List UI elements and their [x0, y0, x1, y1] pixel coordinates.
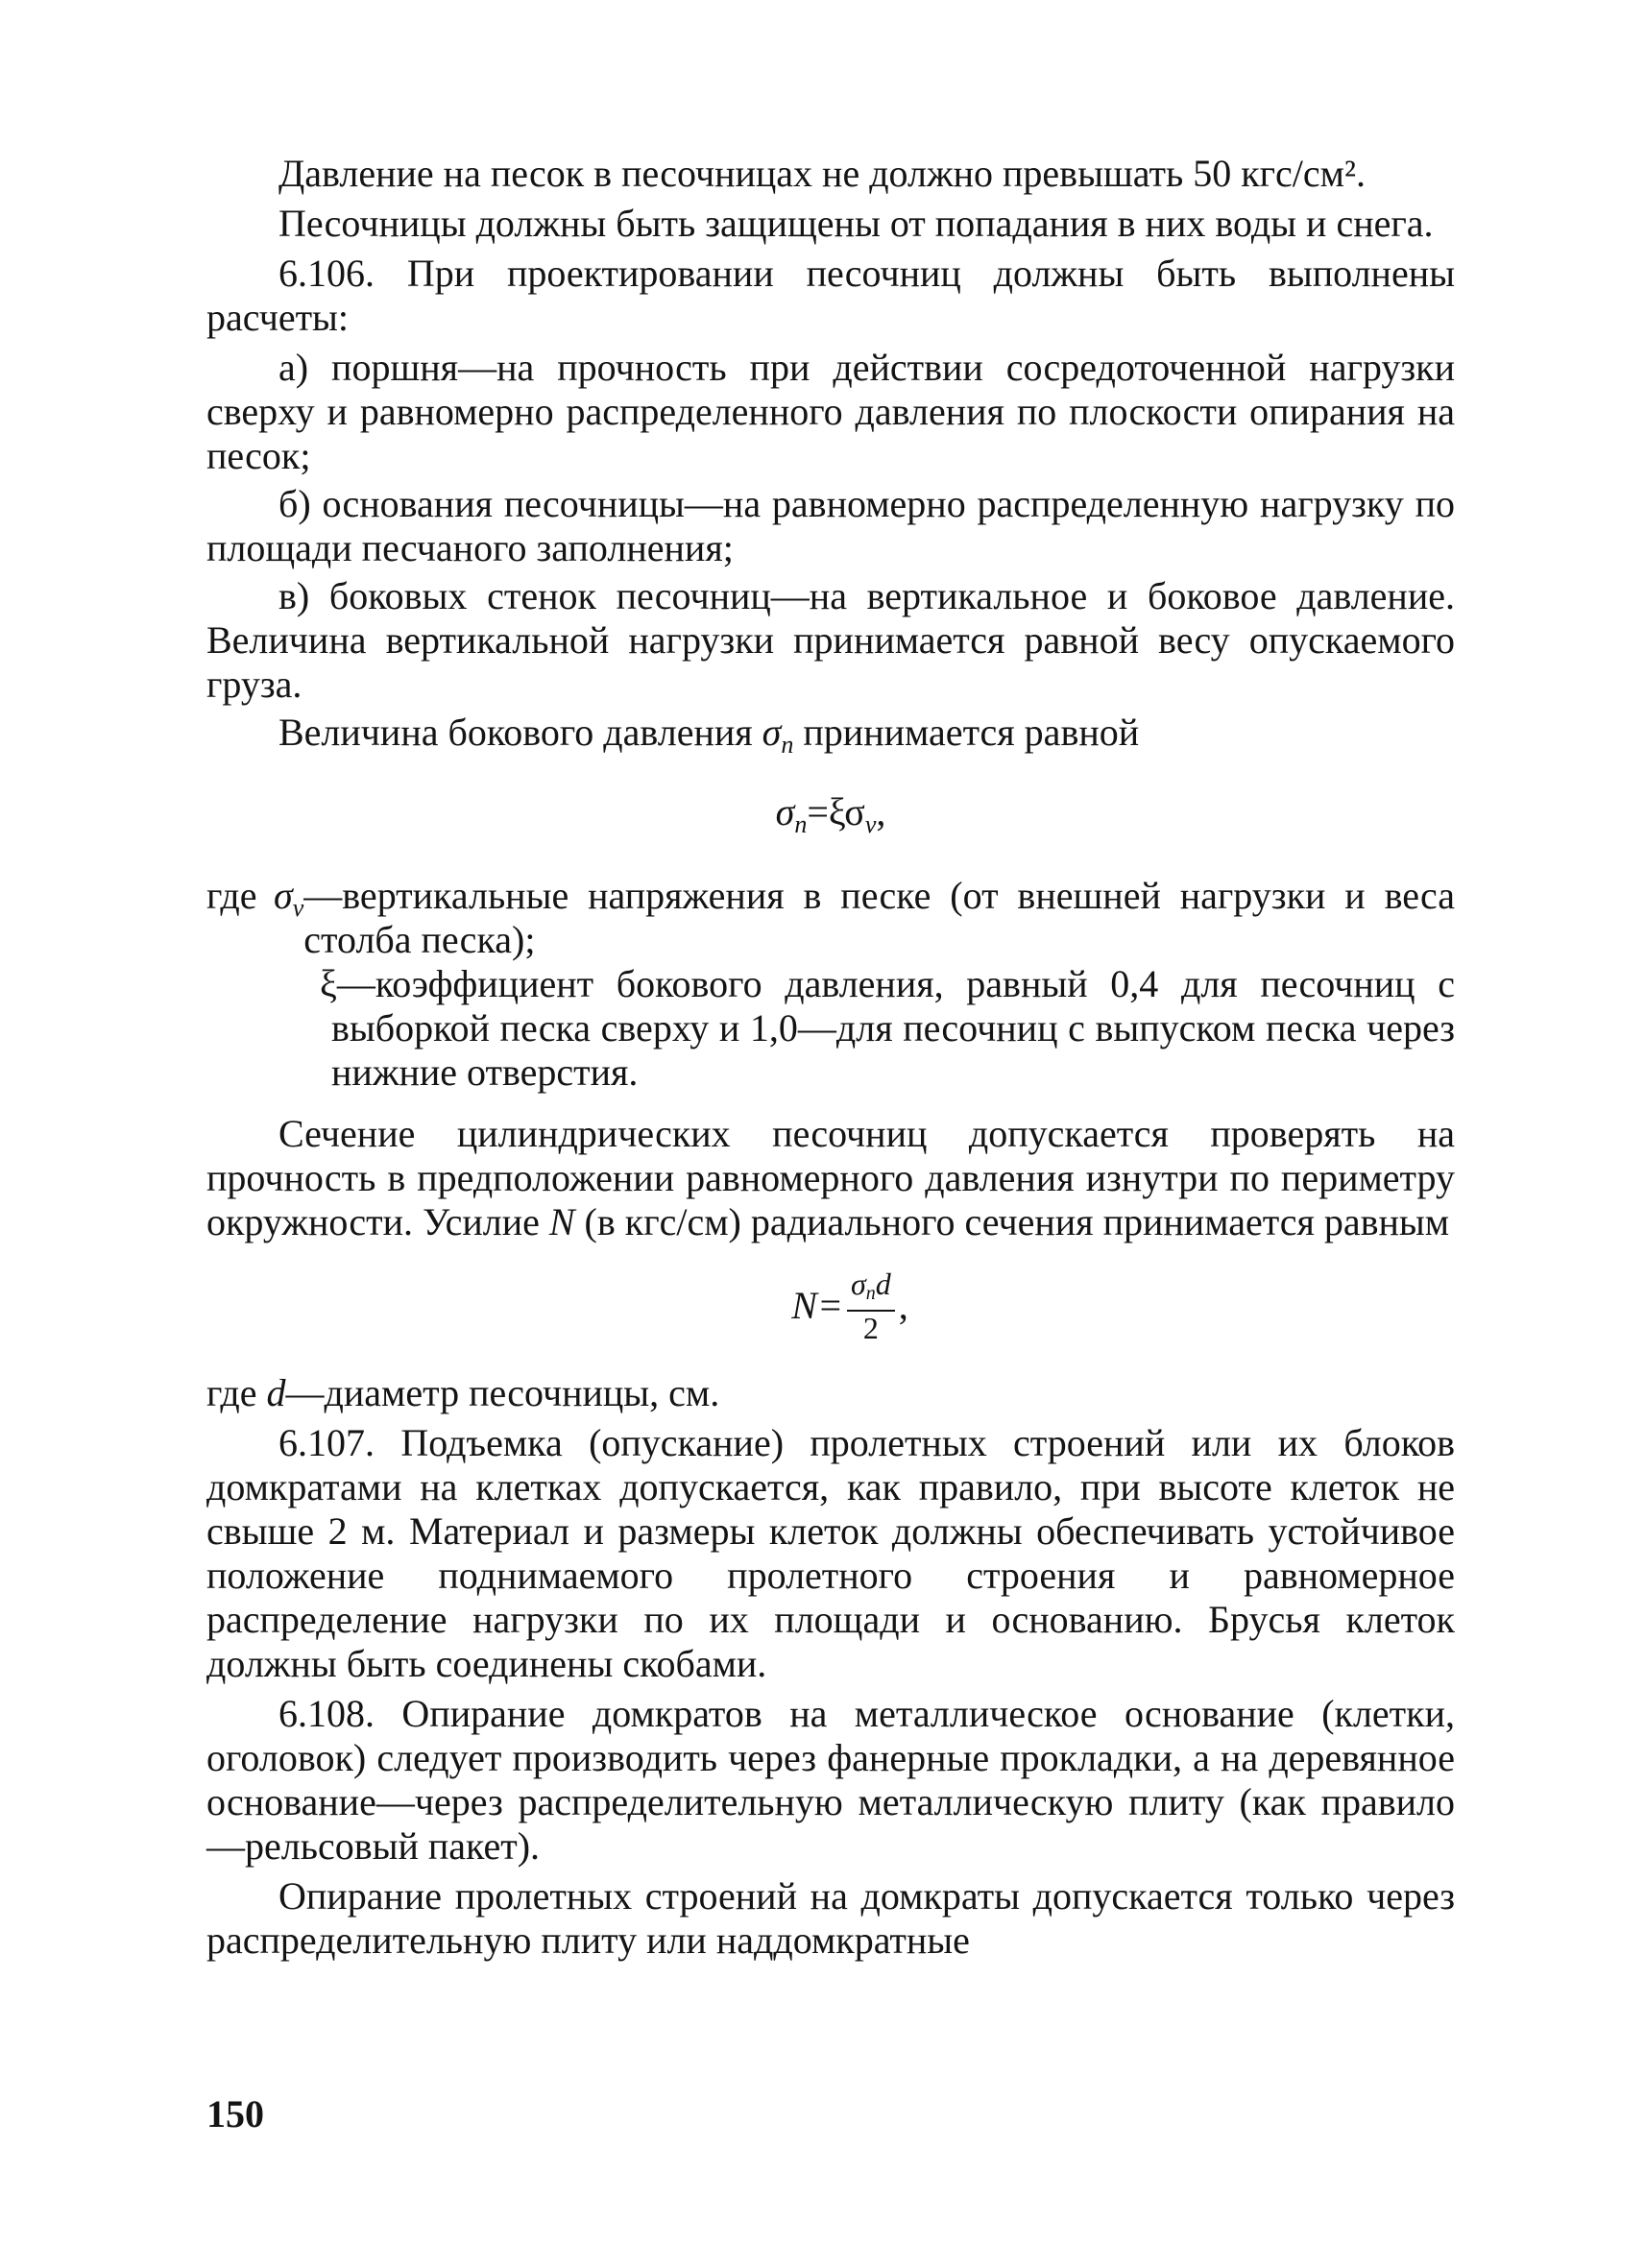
formula-lateral-pressure: $\sigma_n=\xi\sigma_v$, — [775, 790, 886, 838]
where-xi: ξ—коэффициент бокового давления, равный 0,4 для песочниц с выборкой песка сверху и 1,0—для песочниц с выпуском песка через нижние отверстия. — [320, 962, 1455, 1094]
fraction: $\frac{\sigma_nd}{2}$ — [847, 1267, 895, 1344]
list-item-b: б) основания песочницы—на равномерно распределенную нагрузку по площади песчаного заполнения; — [206, 482, 1455, 569]
paragraph-6-107: 6.107. Подъемка (опускание) пролетных строений или их блоков домкратами на клетках допускается, как правило, при высоте клеток не свыше 2 м. Материал и размеры клеток должны обеспечивать устойчивое положение поднимаемого пролетного строения и равномерное распределение нагрузки по их площади и основанию. Брусья клеток должны быть соединены скобами. — [206, 1421, 1455, 1685]
where-block-1 — [206, 874, 1455, 1095]
formula-radial-force: N= $\frac{\sigma_nd}{2}$ , — [791, 1267, 908, 1345]
paragraph-cylindrical: Сечение цилиндрических песочниц допускается проверять на прочность в предположении равномерного давления изнутри по периметру окружности. Усилие N (в кгс/см) радиального сечения принимается равным — [206, 1112, 1455, 1243]
paragraph-jacks-support: Опирание пролетных строений на домкраты допускается только через распределительную плиту или наддомкратные — [206, 1874, 1455, 1962]
list-item-a: а) поршня—на прочность при действии сосредоточенной нагрузки сверху и равномерно распределенного давления по плоскости опирания на песок; — [206, 346, 1455, 477]
paragraph-6-108: 6.108. Опирание домкратов на металлическое основание (клетки, оголовок) следует производить через фанерные прокладки, а на деревянное основание—через распределительную металлическую плиту (как правило—рельсовый пакет). — [206, 1692, 1455, 1868]
paragraph-sand-pressure: Давление на песок в песочницах не должно превышать 50 кгс/см². — [278, 152, 1366, 195]
where-sigma-v: где $\sigma_v$ —вертикальные напряжения в песке (от внешней нагрузки и веса столба песка); — [206, 874, 1455, 961]
list-item-v: в) боковых стенок песочниц—на вертикальное и боковое давление. Величина вертикальной нагрузки принимается равной весу опускаемого груза. — [206, 574, 1455, 706]
paragraph-6-106: 6.106. При проектировании песочниц должны быть выполнены расчеты: — [206, 252, 1455, 339]
paragraph-protection: Песочницы должны быть защищены от попадания в них воды и снега. — [278, 202, 1434, 245]
symbol-N: N — [548, 1200, 575, 1243]
symbol-sigma-n: $\sigma_n$ — [762, 711, 794, 759]
paragraph-lateral-pressure: Величина бокового давления $\sigma_n$ принимается равной — [278, 711, 1140, 759]
page-number: 150 — [206, 2092, 264, 2135]
page-body — [206, 152, 1455, 2207]
where-d: где d—диаметр песочницы, см. — [206, 1371, 720, 1414]
